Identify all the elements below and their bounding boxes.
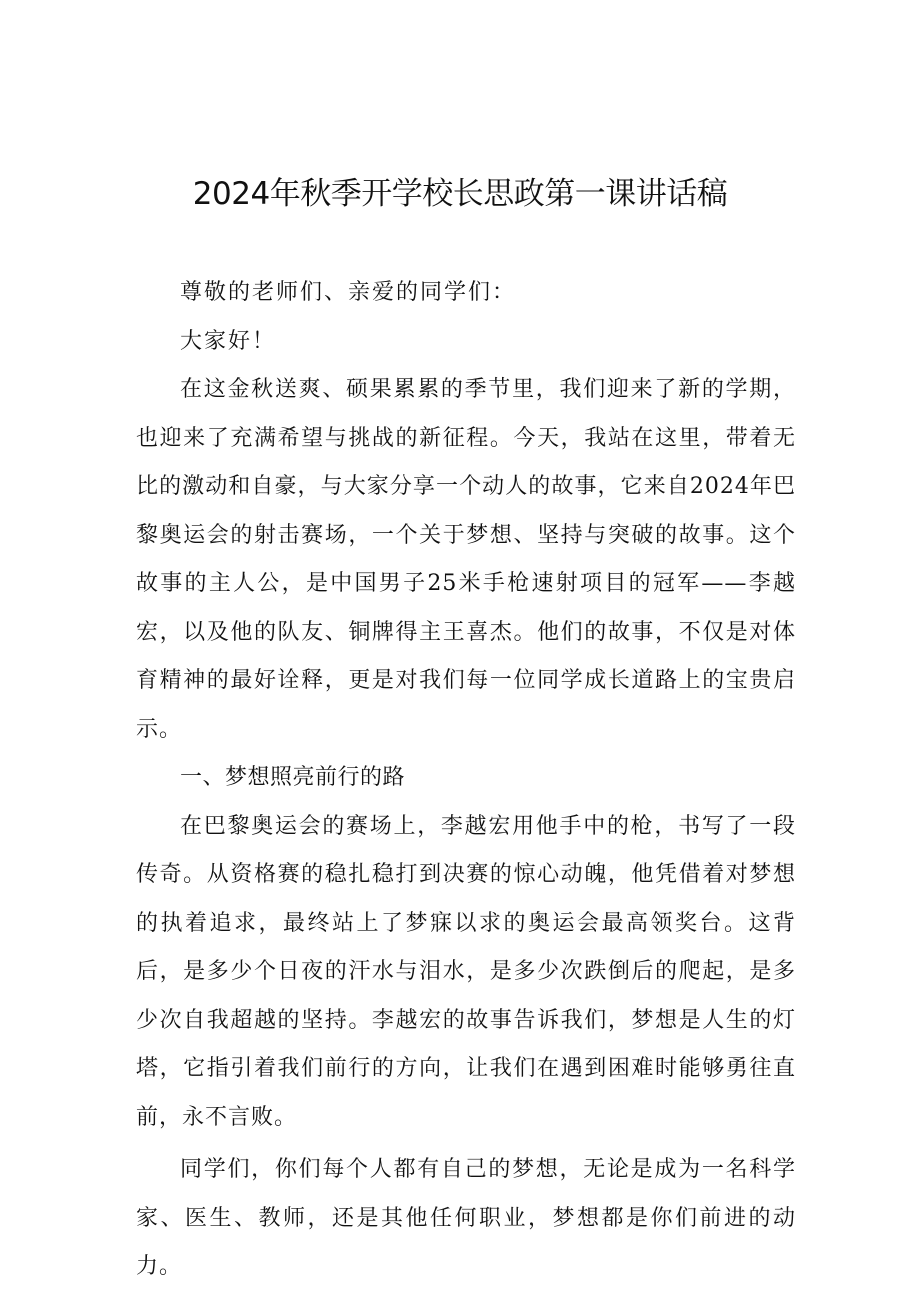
document-title: 2024年秋季开学校长思政第一课讲话稿 [192, 176, 728, 212]
section-paragraph: 在巴黎奥运会的赛场上，李越宏用他手中的枪，书写了一段传奇。从资格赛的稳扎稳打到决赛的惊心动魄，他凭借着对梦想的执着追求，最终站上了梦寐以求的奥运会最高领奖台。这背后，是多少个日夜的汗水与泪水，是多少次跌倒后的爬起，是多少次自我超越的坚持。李越宏的故事告诉我们，梦想是人生的灯塔，它指引着我们前行的方向，让我们在遇到困难时能够勇往直前，永不言败。 [136, 813, 796, 1130]
intro-paragraph: 在这金秋送爽、硕果累累的季节里，我们迎来了新的学期，也迎来了充满希望与挑战的新征程。今天，我站在这里，带着无比的激动和自豪，与大家分享一个动人的故事，它来自2024年巴黎奥运会的射击赛场，一个关于梦想、坚持与突破的故事。这个故事的主人公，是中国男子25米手枪速射项目的冠军——李越宏，以及他的队友、铜牌得主王喜杰。他们的故事，不仅是对体育精神的最好诠释，更是对我们每一位同学成长道路上的宝贵启示。 [136, 377, 796, 742]
document-body [136, 269, 796, 1292]
section-heading: 一、梦想照亮前行的路 [180, 765, 406, 790]
section-paragraph: 同学们，你们每个人都有自己的梦想，无论是成为一名科学家、医生、教师，还是其他任何职业，梦想都是你们前进的动力。 [136, 1157, 796, 1279]
salutation: 尊敬的老师们、亲爱的同学们： [180, 280, 517, 305]
greeting: 大家好！ [180, 328, 277, 354]
